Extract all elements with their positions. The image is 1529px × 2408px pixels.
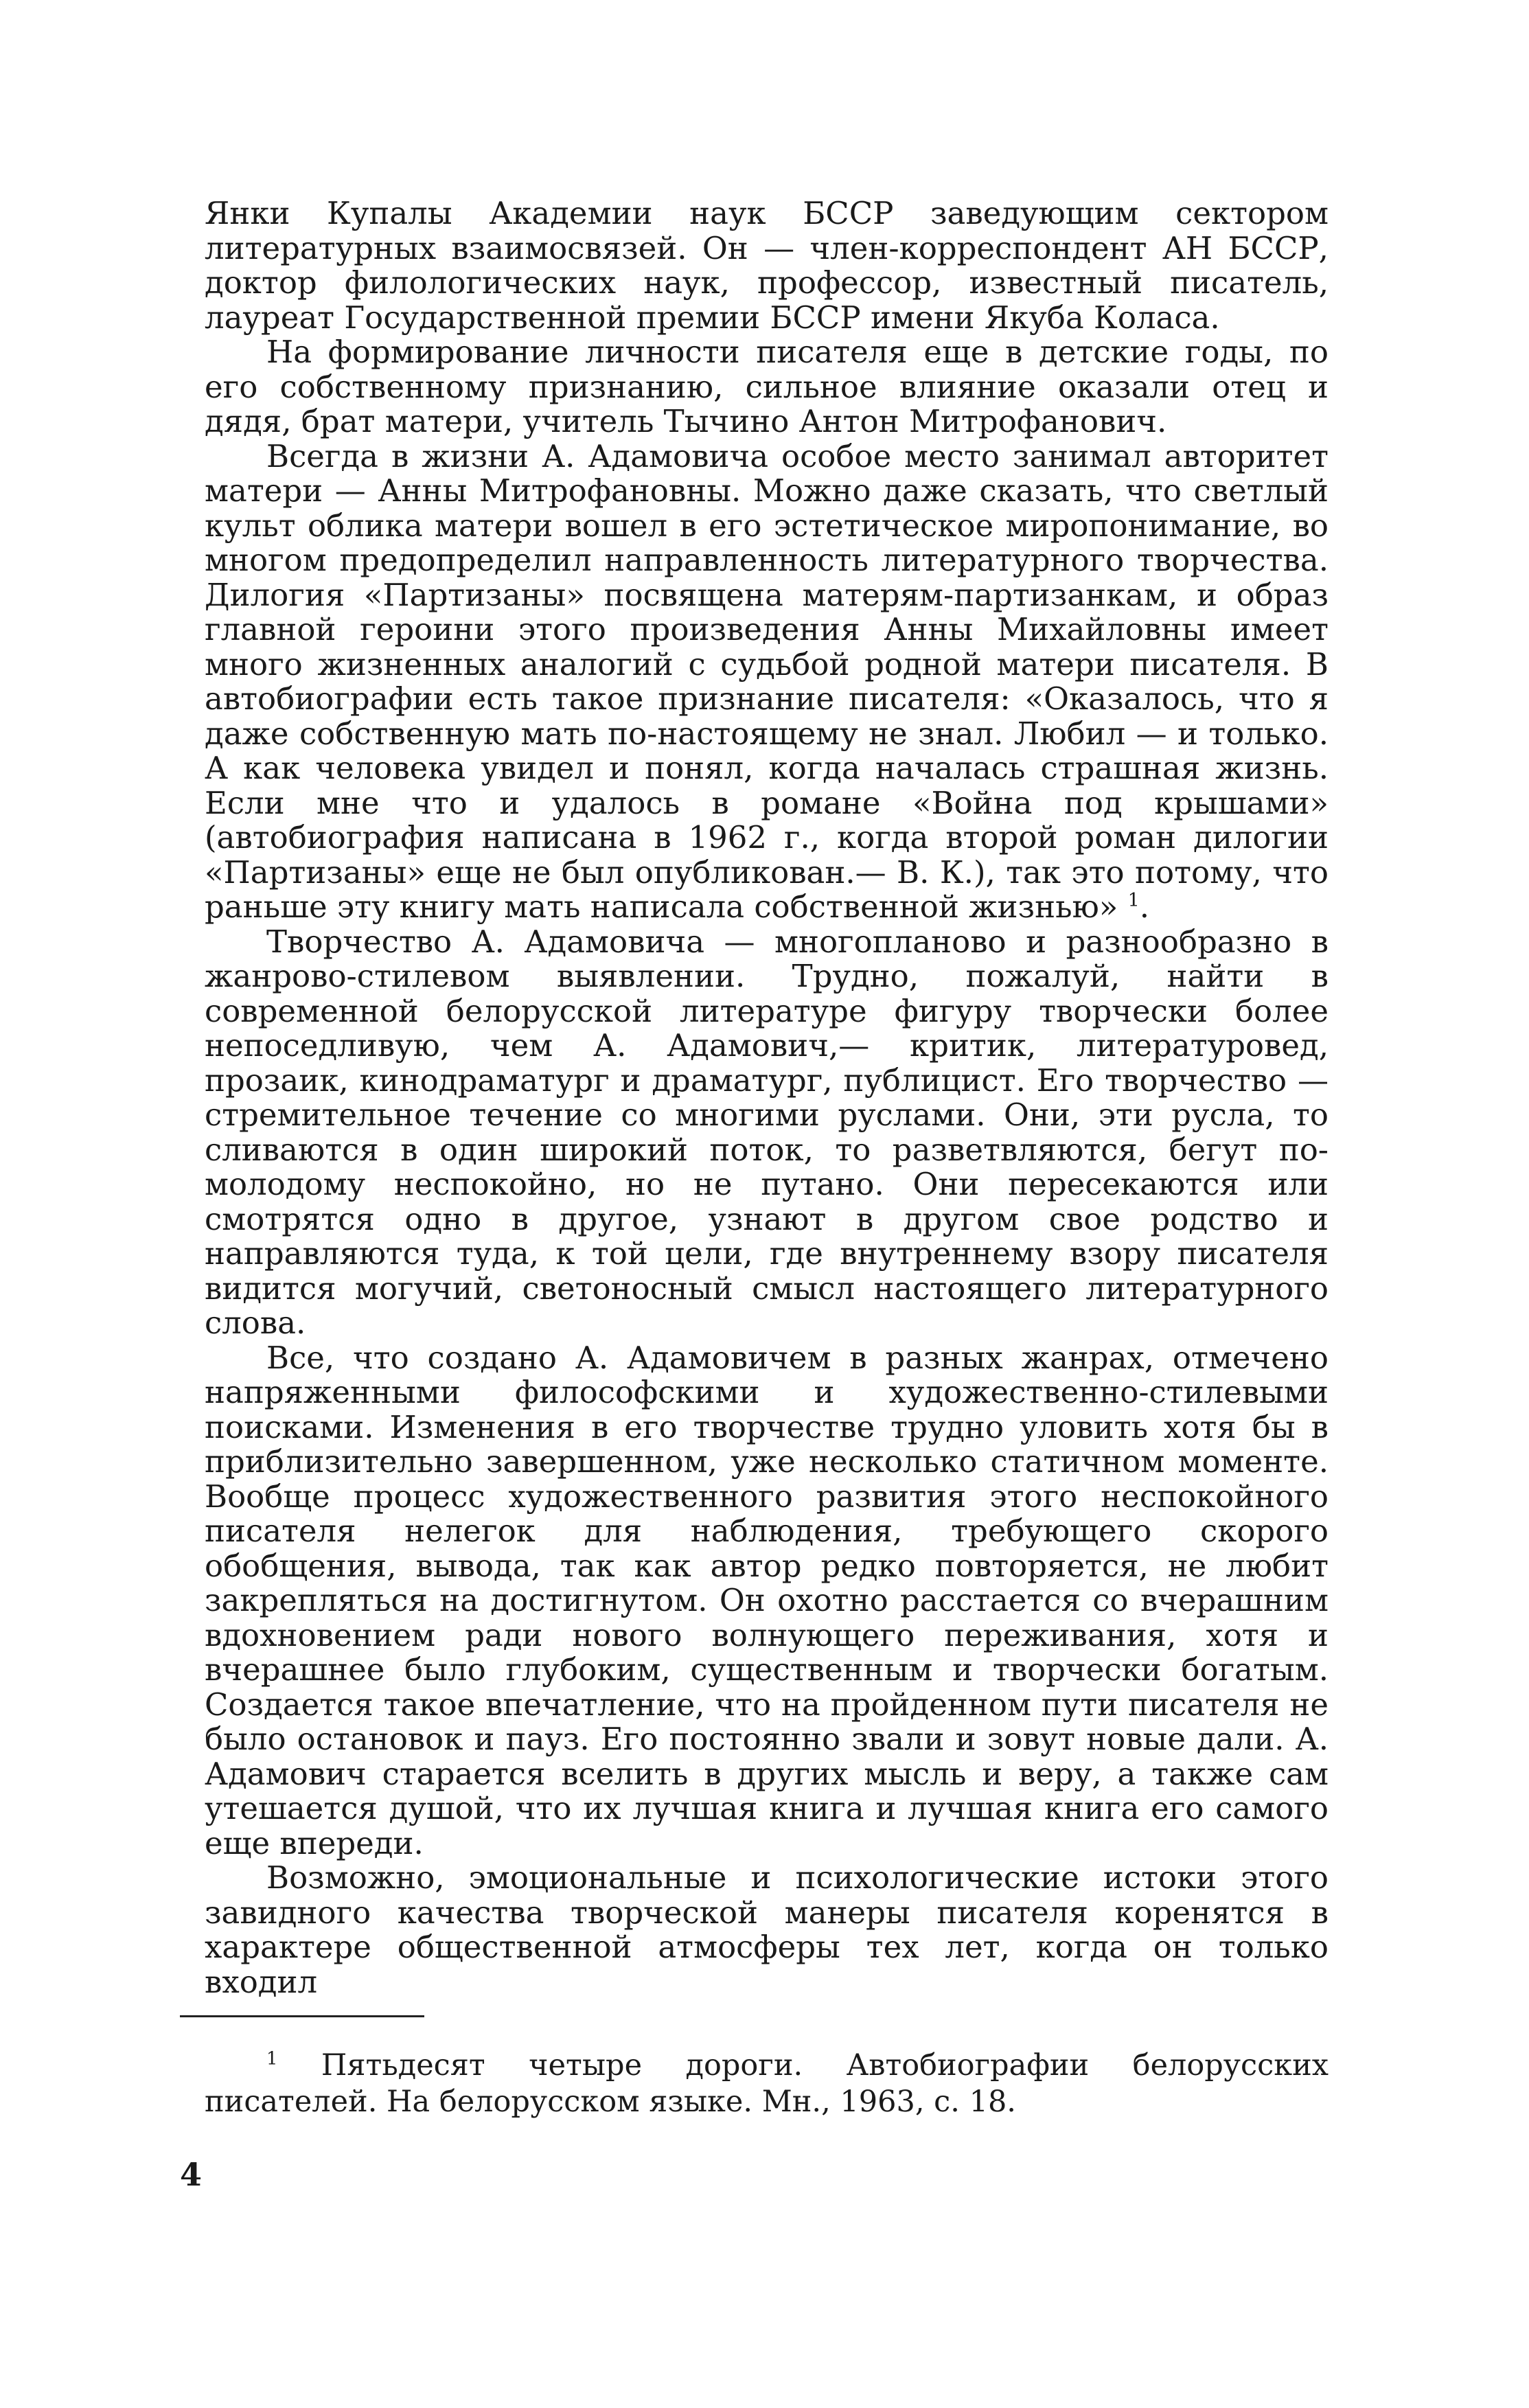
footnote-text: Пятьдесят четыре дороги. Автобиографии белорусских писателей. На белорусском языке. Мн., 1963, с. 18. [205,2048,1329,2119]
paragraph-3-text: Всегда в жизни А. Адамовича особое место занимал авторитет матери — Анны Митрофановны. Можно даже сказать, что светлый культ облика матери вошел в его эстетическое миропонимание, во многом предопределил направленность литературного творчества. Дилогия «Партизаны» посвящена матерям-партизанкам, и образ главной героини этого произведения Анны Михайловны имеет много жизненных аналогий с судьбой родной матери писателя. В автобиографии есть такое признание писателя: «Оказалось, что я даже собственную мать по-настоящему не знал. Любил — и только. А как человека увидел и понял, когда началась страшная жизнь. Если мне что и удалось в романе «Война под крышами» (автобиография написана в 1962 г., когда второй роман дилогии «Партизаны» еще не был опубликован.— В. К.), так это потому, что раньше эту книгу мать написала собственной жизнью» [205,437,1329,925]
paragraph-6 [205,1861,1329,1999]
main-text [205,196,1329,1999]
paragraph-5 [205,1341,1329,1861]
paragraph-6-text: Возможно, эмоциональные и психологические истоки этого завидного качества творческой манеры писателя коренятся в характере общественной атмосферы тех лет, когда он только входил [205,1859,1329,2000]
page-number: 4 [180,2156,203,2193]
footnote-divider [180,2015,424,2017]
paragraph-4 [205,925,1329,1341]
paragraph-5-text: Все, что создано А. Адамовичем в разных жанрах, отмечено напряженными философскими и художественно-стилевыми поисками. Изменения в его творчестве трудно уловить хотя бы в приблизительно завершенном, уже несколько статичном моменте. Вообще процесс художественного развития этого неспокойного писателя нелегок для наблюдения, требующего скорого обобщения, вывода, так как автор редко повторяется, не любит закрепляться на достигнутом. Он охотно расстается со вчерашним вдохновением ради нового волнующего переживания, хотя и вчерашнее было глубоким, существенным и творчески богатым. Создается такое впечатление, что на пройденном пути писателя не было остановок и пауз. Его постоянно звали и зовут новые дали. А. Адамович старается вселить в других мысль и веру, а также сам утешается душой, что их лучшая книга и лучшая книга его самого еще впереди. [205,1339,1329,1861]
paragraph-3: Всегда в жизни А. Адамовича особое место занимал авторитет матери — Анны Митрофановны. Можно даже сказать, что светлый культ облика матери вошел в его эстетическое миропонимание, во многом предопределил направленность литературного творчества. Дилогия «Партизаны» посвящена матерям-партизанкам, и образ главной героини этого произведения Анны Михайловны имеет много жизненных аналогий с судьбой родной матери писателя. В автобиографии есть такое признание писателя: «Оказалось, что я даже собственную мать по-настоящему не знал. Любил — и только. А как человека увидел и понял, когда началась страшная жизнь. Если мне что и удалось в романе «Война под крышами» (автобиография написана в 1962 г., когда второй роман дилогии «Партизаны» еще не был опубликован.— В. К.), так это потому, что раньше эту книгу мать написала собственной жизнью» $^1$. [205,437,1329,925]
footnote-reference: 1 [1127,890,1140,911]
paragraph-4-text: Творчество А. Адамовича — многопланово и разнообразно в жанрово-стилевом выявлении. Трудно, пожалуй, найти в современной белорусской литературе фигуру творчески более непоседливую, чем А. Адамович,— критик, литературовед, прозаик, кинодраматург и драматург, публицист. Его творчество — стремительное течение со многими руслами. Они, эти русла, то сливаются в один широкий поток, то разветвляются, бегут по-молодому неспокойно, но не путано. Они пересекаются или смотрятся одно в другое, узнают в другом свое родство и направляются туда, к той цели, где внутреннему взору писателя видится могучий, светоносный смысл настоящего литературного слова. [205,923,1329,1341]
paragraph-1-text: Янки Купалы Академии наук БССР заведующим сектором литературных взаимосвязей. Он — член-корреспондент АН БССР, доктор филологических наук, профессор, известный писатель, лауреат Государственной премии БССР имени Якуба Коласа. [205,195,1329,336]
footnote-marker: 1 [266,2048,278,2069]
footnote [205,2048,1329,2120]
paragraph-1 [205,196,1329,335]
paragraph-2 [205,335,1329,439]
paragraph-2-text: На формирование личности писателя еще в детские годы, по его собственному признанию, сильное влияние оказали отец и дядя, брат матери, учитель Тычино Антон Митрофанович. [205,334,1329,439]
